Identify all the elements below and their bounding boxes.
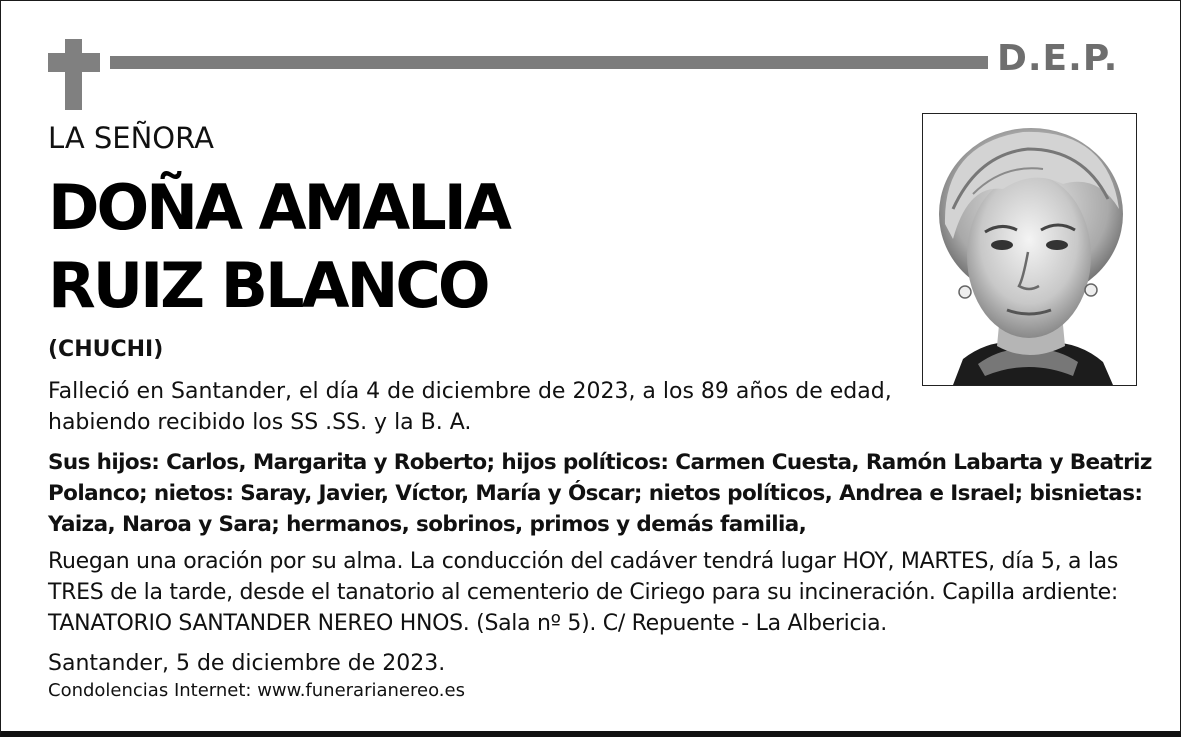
text-line: habiendo recibido los SS .SS. y la B. A. xyxy=(48,410,472,435)
text-line: Ruegan una oración por su alma. La conducción del cadáver tendrá lugar HOY, MARTES, día 5, a las xyxy=(48,549,1119,574)
text-line: TANATORIO SANTANDER NEREO HNOS. (Sala nº 5). C/ Repuente - La Albericia. xyxy=(48,611,887,636)
cross-icon-bar xyxy=(48,53,100,72)
text-line: Sus hijos: Carlos, Margarita y Roberto; hijos políticos: Carmen Cuesta, Ramón Labarta y Beatriz xyxy=(48,450,1152,475)
deceased-name xyxy=(48,169,688,325)
nickname: (CHUCHI) xyxy=(48,337,164,362)
dep-heading: D.E.P. xyxy=(997,38,1119,79)
header-rule xyxy=(110,56,988,69)
ceremony-details xyxy=(48,546,1118,639)
portrait-image xyxy=(923,114,1136,385)
portrait-photo xyxy=(922,113,1137,386)
family-list xyxy=(48,447,1152,540)
cross-icon xyxy=(65,39,82,110)
condolences-link: Condolencias Internet: www.funerarianereo.es xyxy=(48,680,465,701)
place-date: Santander, 5 de diciembre de 2023. xyxy=(48,651,446,676)
text-line: Polanco; nietos: Saray, Javier, Víctor, María y Óscar; nietos políticos, Andrea e Israel; bisnietas: xyxy=(48,481,1143,506)
name-line: RUIZ BLANCO xyxy=(48,249,488,322)
text-line: TRES de la tarde, desde el tanatorio al cementerio de Ciriego para su incineración. Capilla ardiente: xyxy=(48,580,1119,605)
text-line: Yaiza, Naroa y Sara; hermanos, sobrinos, primos y demás familia, xyxy=(48,512,807,537)
name-line: DOÑA AMALIA xyxy=(48,171,509,244)
death-announcement xyxy=(48,376,892,438)
title-prefix: LA SEÑORA xyxy=(48,121,214,155)
text-line: Falleció en Santander, el día 4 de diciembre de 2023, a los 89 años de edad, xyxy=(48,379,892,404)
